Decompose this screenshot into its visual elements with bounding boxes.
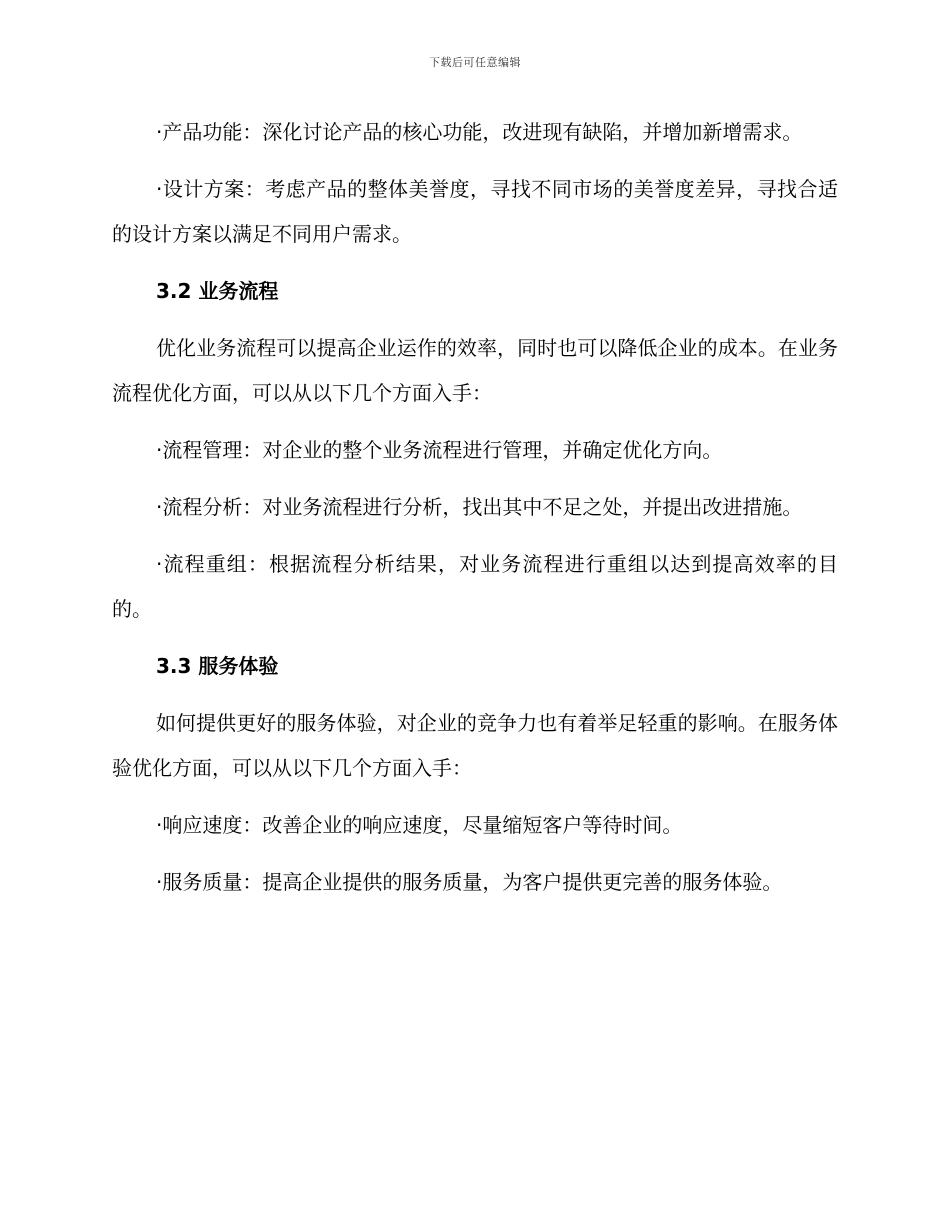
bullet-process-reorganization: ·流程重组：根据流程分析结果，对业务流程进行重组以达到提高效率的目的。 <box>112 552 838 621</box>
bullet-process-analysis: ·流程分析：对业务流程进行分析，找出其中不足之处，并提出改进措施。 <box>156 495 803 519</box>
document-body <box>112 110 838 917</box>
paragraph-business-process-intro: 优化业务流程可以提高企业运作的效率，同时也可以降低企业的成本。在业务流程优化方面，可以从以下几个方面入手： <box>112 336 838 405</box>
bullet-service-quality: ·服务质量：提高企业提供的服务质量，为客户提供更完善的服务体验。 <box>156 870 783 894</box>
bullet-design-plan: ·设计方案：考虑产品的整体美誉度，寻找不同市场的美誉度差异，寻找合适的设计方案以满足不同用户需求。 <box>112 177 838 246</box>
bullet-response-speed: ·响应速度：改善企业的响应速度，尽量缩短客户等待时间。 <box>156 813 683 837</box>
section-heading-service-experience: 3.3 服务体验 <box>156 654 279 678</box>
paragraph-service-experience-intro: 如何提供更好的服务体验，对企业的竞争力也有着举足轻重的影响。在服务体验优化方面，可以从以下几个方面入手： <box>112 711 838 780</box>
section-heading-business-process: 3.2 业务流程 <box>156 279 279 303</box>
bullet-process-management: ·流程管理：对企业的整个业务流程进行管理，并确定优化方向。 <box>156 438 723 462</box>
bullet-product-function: ·产品功能：深化讨论产品的核心功能，改进现有缺陷，并增加新增需求。 <box>156 120 803 144</box>
page-header: 下载后可任意编辑 <box>429 56 521 69</box>
